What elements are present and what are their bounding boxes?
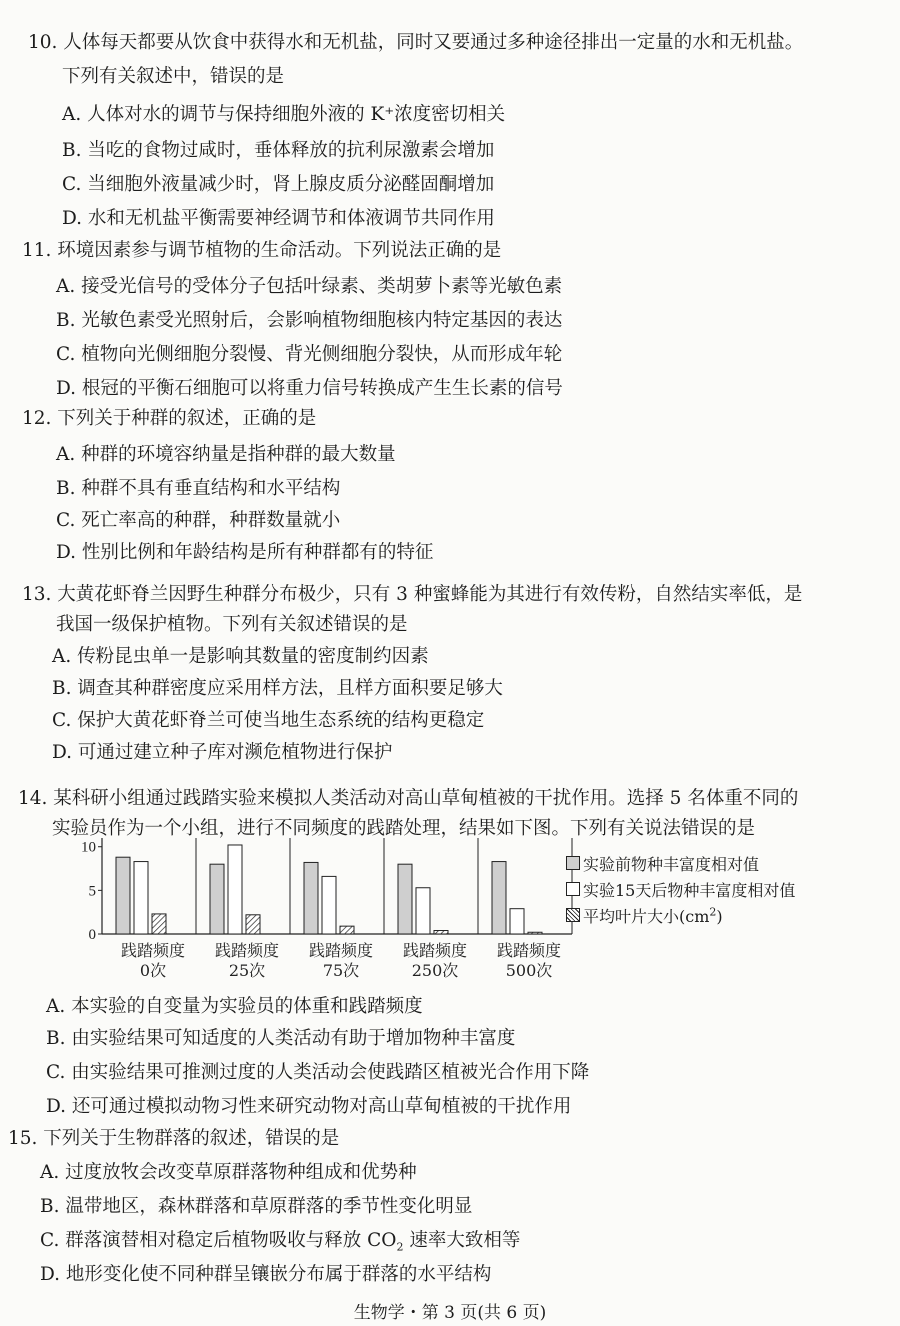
bar-after (322, 876, 336, 934)
q12-option-c: C. 死亡率高的种群，种群数量就小 (56, 510, 341, 531)
category-label: 践踏频度 (120, 941, 186, 960)
q15-stem: 15. 下列关于生物群落的叙述，错误的是 (8, 1128, 340, 1149)
q13-stem-cont: 我国一级保护植物。下列有关叙述错误的是 (56, 614, 408, 635)
bar-after (134, 862, 148, 934)
q14-option-b: B. 由实验结果可知适度的人类活动有助于增加物种丰富度 (46, 1028, 516, 1049)
bar-leaf-size (340, 926, 354, 934)
q13-option-c: C. 保护大黄花虾脊兰可使当地生态系统的结构更稳定 (52, 710, 485, 731)
legend-label-leaf: 平均叶片大小$(cm^2)$ (583, 905, 723, 926)
q14-option-d: D. 还可通过模拟动物习性来研究动物对高山草甸植被的干扰作用 (46, 1096, 572, 1117)
bar-after (510, 909, 524, 934)
category-label: 践踏频度 (496, 941, 562, 960)
bar-leaf-size (246, 915, 260, 934)
q11-stem: 11. 环境因素参与调节植物的生命活动。下列说法正确的是 (22, 240, 502, 261)
chart-legend (566, 850, 795, 928)
q14-stem-cont: 实验员作为一个小组，进行不同频度的践踏处理，结果如下图。下列有关说法错误的是 (52, 818, 756, 839)
bar-leaf-size (152, 914, 166, 934)
q13-option-d: D. 可通过建立种子库对濒危植物进行保护 (52, 742, 393, 763)
y-tick-label: 5 (88, 883, 96, 900)
legend-swatch-gray (566, 856, 580, 870)
q12-option-b: B. 种群不具有垂直结构和水平结构 (56, 478, 341, 499)
legend-swatch-hatched (566, 908, 580, 922)
category-label: 践踏频度 (214, 941, 280, 960)
bar-leaf-size (528, 932, 542, 934)
q13-option-b: B. 调查其种群密度应采用样方法，且样方面积要足够大 (52, 678, 503, 699)
q15-option-d: D. 地形变化使不同种群呈镶嵌分布属于群落的水平结构 (40, 1264, 492, 1285)
q10-option-b: B. 当吃的食物过咸时，垂体释放的抗利尿激素会增加 (62, 140, 495, 161)
q10-option-d: D. 水和无机盐平衡需要神经调节和体液调节共同作用 (62, 208, 495, 229)
bar-before (210, 864, 224, 934)
q14-stem: 14. 某科研小组通过践踏实验来模拟人类活动对高山草甸植被的干扰作用。选择 5 名体重不同的 (18, 788, 799, 809)
q11-option-a: A. 接受光信号的受体分子包括叶绿素、类胡萝卜素等光敏色素 (56, 276, 563, 297)
bar-before (304, 862, 318, 934)
bar-before (116, 857, 130, 934)
category-label: 践踏频度 (308, 941, 374, 960)
category-count-label: 0次 (139, 961, 167, 980)
page-footer: 生物学・第 3 页(共 6 页) (353, 1303, 547, 1323)
legend-item-leaf (566, 902, 795, 928)
category-count-label: 25次 (228, 961, 266, 980)
q15-option-c: C. 群落演替相对稳定后植物吸收与释放 $CO_2$ 速率大致相等 (40, 1230, 521, 1254)
q12-option-a: A. 种群的环境容纳量是指种群的最大数量 (56, 444, 396, 465)
bar-before (492, 862, 506, 934)
q10-stem: 10. 人体每天都要从饮食中获得水和无机盐，同时又要通过多种途径排出一定量的水和无机盐。 (28, 32, 804, 53)
q10-option-c: C. 当细胞外液量减少时，肾上腺皮质分泌醛固酮增加 (62, 174, 495, 195)
bar-before (398, 864, 412, 934)
category-count-label: 250次 (411, 961, 459, 980)
q14-option-a: A. 本实验的自变量为实验员的体重和践踏频度 (46, 996, 423, 1017)
bar-after (228, 845, 242, 934)
q11-option-c: C. 植物向光侧细胞分裂慢、背光侧细胞分裂快，从而形成年轮 (56, 344, 563, 365)
q13-stem: 13. 大黄花虾脊兰因野生种群分布极少，只有 3 种蜜蜂能为其进行有效传粉，自然结实率低，是 (22, 584, 803, 605)
q12-option-d: D. 性别比例和年龄结构是所有种群都有的特征 (56, 542, 434, 563)
q15-option-a: A. 过度放牧会改变草原群落物种组成和优势种 (40, 1162, 417, 1183)
q10-stem-cont: 下列有关叙述中，错误的是 (62, 66, 285, 87)
q11-option-b: B. 光敏色素受光照射后，会影响植物细胞核内特定基因的表达 (56, 310, 563, 331)
legend-swatch-white (566, 882, 580, 896)
q14-option-c: C. 由实验结果可推测过度的人类活动会使践踏区植被光合作用下降 (46, 1062, 590, 1083)
y-tick-label: 0 (88, 927, 96, 943)
q11-option-d: D. 根冠的平衡石细胞可以将重力信号转换成产生生长素的信号 (56, 378, 563, 399)
bar-after (416, 888, 430, 934)
legend-item-before (566, 850, 795, 876)
q15-option-b: B. 温带地区，森林群落和草原群落的季节性变化明显 (40, 1196, 473, 1217)
q10-option-a: A. 人体对水的调节与保持细胞外液的 K⁺浓度密切相关 (62, 104, 506, 125)
legend-item-after (566, 876, 795, 902)
y-tick-label: 10 (81, 839, 96, 856)
bar-leaf-size (434, 931, 448, 934)
q12-stem: 12. 下列关于种群的叙述，正确的是 (22, 408, 317, 429)
q13-option-a: A. 传粉昆虫单一是影响其数量的密度制约因素 (52, 646, 429, 667)
legend-label-after: 实验15天后物种丰富度相对值 (583, 880, 796, 900)
legend-label-before: 实验前物种丰富度相对值 (583, 854, 760, 874)
category-count-label: 75次 (322, 961, 360, 980)
category-label: 践踏频度 (402, 941, 468, 960)
category-count-label: 500次 (505, 961, 553, 980)
trampling-bar-chart (80, 836, 580, 986)
